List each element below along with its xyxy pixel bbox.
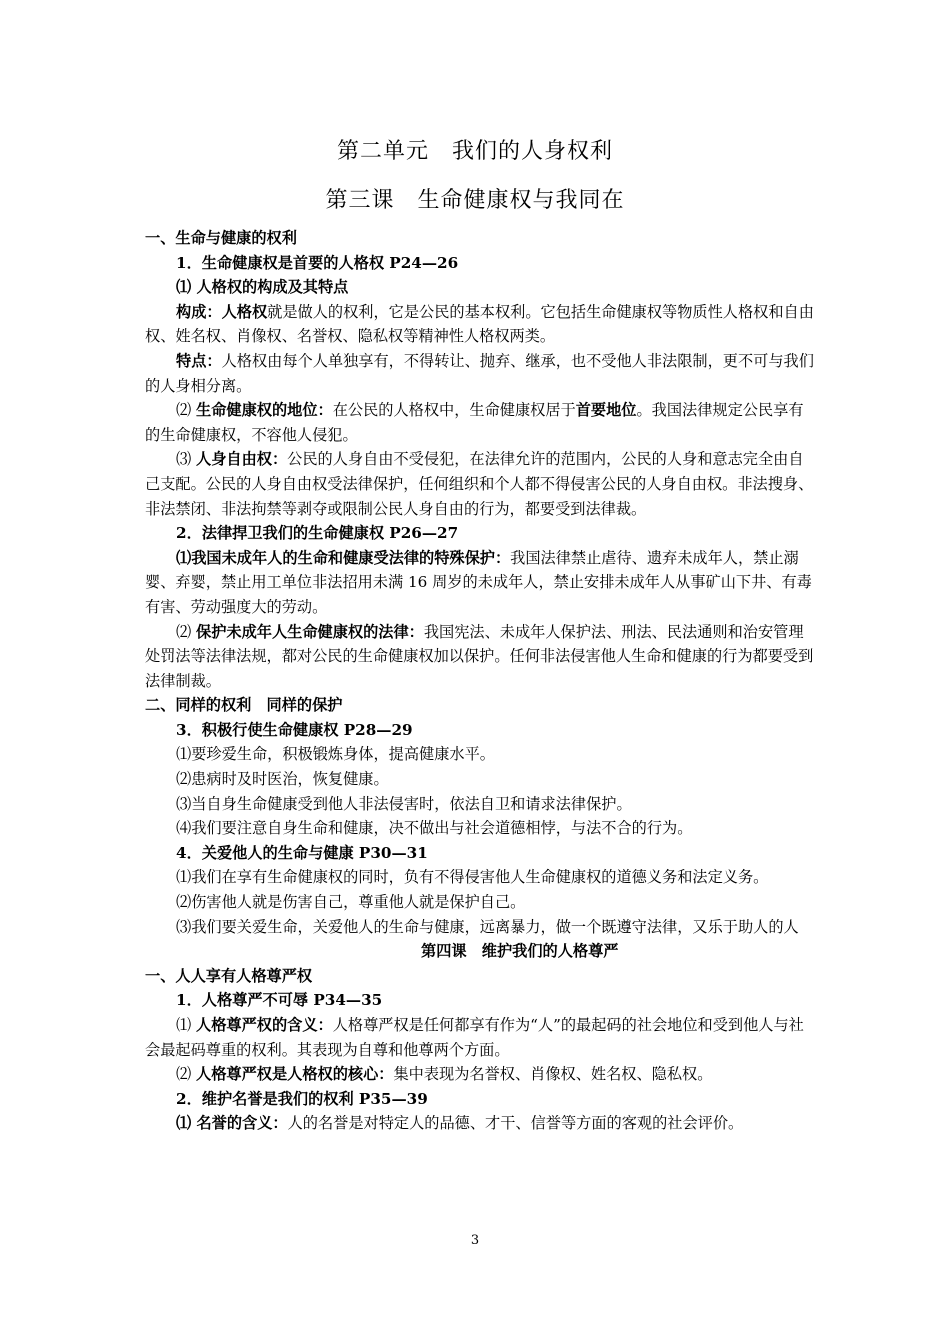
paragraph-freedom xyxy=(145,447,815,521)
label: ⑴我国未成年人的生命和健康受法律的特殊保护： xyxy=(176,548,511,567)
text: 人格权由每个人单独享有，不得转让、抛弃、继承，也不受他人非法限制，更不可与我们的人身相分离。 xyxy=(145,351,814,395)
paragraph-laws xyxy=(145,620,815,694)
section-heading: 一、人人享有人格尊严权 xyxy=(145,966,313,985)
document-body xyxy=(145,226,815,1136)
text: 在公民的人格权中，生命健康权居于 xyxy=(332,401,576,420)
list-item: ⑶我们要关爱生命，关爱他人的生命与健康，远离暴力，做一个既遵守法律，又乐于助人的人 xyxy=(176,917,799,936)
section-heading: 一、生命与健康的权利 xyxy=(145,229,297,247)
emphasis: 首要地位 xyxy=(575,401,637,420)
text: 人格尊严权是任何都享有作为“人”的最起码的社会地位和受到他人与社会最起码尊重的权利。其表现为自尊和他尊两个方面。 xyxy=(145,1016,804,1059)
text: 集中表现为名誉权、肖像权、姓名权、隐私权。 xyxy=(393,1065,713,1084)
label: 人格尊严权的含义： xyxy=(196,1016,333,1034)
list-item: ⑷我们要注意自身生命和健康，决不做出与社会道德相悖，与法不合的行为。 xyxy=(176,819,693,838)
point-heading: ⑴ 人格权的构成及其特点 xyxy=(176,278,349,297)
label: 保护未成年人生命健康权的法律： xyxy=(196,622,424,641)
paragraph-reputation xyxy=(145,1111,815,1136)
label: 人身自由权： xyxy=(196,450,288,469)
text: 我国宪法、未成年人保护法、刑法、民法通则和治安管理处罚法等法律法规，都对公民的生命健康权加以保护。任何非法侵害他人生命和健康的行为都要受到法律制裁。 xyxy=(145,622,814,690)
unit-title: 第二单元 我们的人身权利 xyxy=(336,139,613,164)
subsection-heading: 2．维护名誉是我们的权利 P35—39 xyxy=(176,1089,428,1108)
number: ⑴ xyxy=(176,1114,197,1133)
paragraph-dignity-core xyxy=(145,1062,815,1087)
paragraph-composition xyxy=(145,300,815,349)
number: ⑵ xyxy=(176,622,197,641)
text: 就是做人的权利，它是公民的基本权利。它包括生命健康权等物质性人格权和自由权、姓名权、肖像权、名誉权、隐私权等精神性人格权两类。 xyxy=(145,302,814,346)
subsection-heading: 1．人格尊严不可辱 P34—35 xyxy=(176,991,383,1010)
label: 特点： xyxy=(176,351,222,370)
list-item: ⑵患病时及时医治，恢复健康。 xyxy=(176,770,389,789)
list-item: ⑶当自身生命健康受到他人非法侵害时，依法自卫和请求法律保护。 xyxy=(176,794,632,813)
label: 生命健康权的地位： xyxy=(196,401,333,420)
list-item: ⑵伤害他人就是伤害自己，尊重他人就是保护自己。 xyxy=(176,893,526,912)
label: 人格尊严权是人格权的核心： xyxy=(196,1065,394,1084)
lesson-title-small: 第四课 维护我们的人格尊严 xyxy=(421,942,619,961)
page-number: 3 xyxy=(470,1233,480,1248)
number: ⑶ xyxy=(176,450,197,469)
label: 构成： xyxy=(176,302,222,321)
text: 我国法律禁止虐待、遗弃未成年人，禁止溺婴、弃婴，禁止用工单位非法招用未满 16 周岁的未成年人，禁止安排未成年人从事矿山下井、有毒有害、劳动强度大的劳动。 xyxy=(145,548,812,616)
paragraph-features xyxy=(145,349,815,398)
number: ⑵ xyxy=(176,1065,197,1084)
text: 人的名誉是对特定人的品德、才干、信誉等方面的客观的社会评价。 xyxy=(287,1114,744,1133)
term: 人格权 xyxy=(221,302,268,321)
subsection-heading: 1．生命健康权是首要的人格权 P24—26 xyxy=(176,253,459,272)
paragraph-dignity-meaning xyxy=(145,1013,815,1062)
subsection-heading: 2．法律捍卫我们的生命健康权 P26—27 xyxy=(176,524,459,543)
number: ⑴ xyxy=(176,1016,197,1034)
subsection-heading: 3．积极行使生命健康权 P28—29 xyxy=(176,720,413,739)
subsection-heading: 4．关爱他人的生命与健康 P30—31 xyxy=(176,843,428,862)
number: ⑵ xyxy=(176,401,197,420)
section-heading: 二、同样的权利 同样的保护 xyxy=(145,696,343,715)
text: 公民的人身自由不受侵犯，在法律允许的范围内，公民的人身和意志完全由自己支配。公民的人身自由权受法律保护，任何组织和个人都不得侵害公民的人身自由权。非法搜身、非法禁闭、非法拘禁等剥夺或限制公民人身自由的行为，都要受到法律裁。 xyxy=(145,450,814,518)
label: 名誉的含义： xyxy=(196,1114,288,1133)
list-item: ⑴我们在享有生命健康权的同时，负有不得侵害他人生命健康权的道德义务和法定义务。 xyxy=(176,868,769,887)
list-item: ⑴要珍爱生命，积极锻炼身体，提高健康水平。 xyxy=(176,745,495,764)
paragraph-status xyxy=(145,398,815,447)
paragraph-minors xyxy=(145,546,815,620)
lesson-title: 第三课 生命健康权与我同在 xyxy=(325,188,625,213)
text: 。我国法律规定公民享有的生命健康权，不容他人侵犯。 xyxy=(145,401,804,444)
